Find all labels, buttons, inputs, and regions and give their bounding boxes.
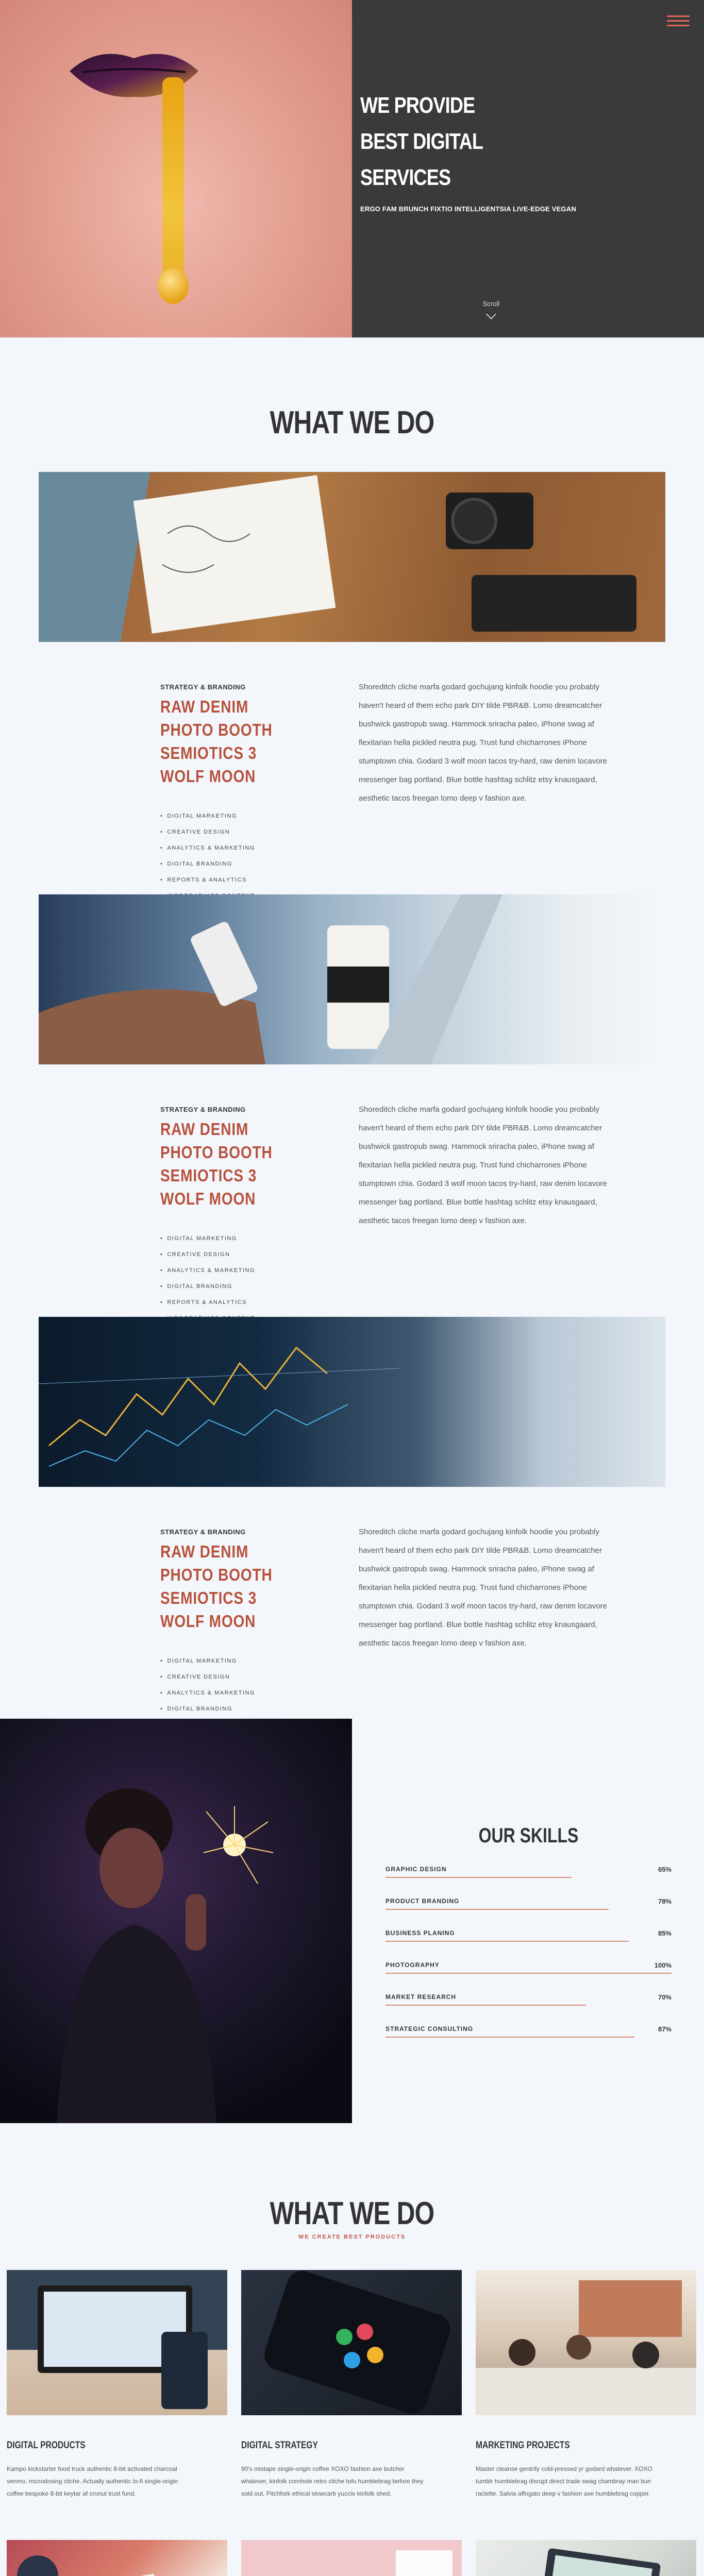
service-card[interactable] [476, 2270, 696, 2540]
feature-block [39, 894, 665, 1317]
skill-value: 100% [654, 1961, 672, 1969]
services-grid [0, 2240, 704, 2576]
card-title: DIGITAL PRODUCTS [7, 2440, 86, 2451]
services-section [0, 2123, 704, 2576]
feature-block [39, 472, 665, 894]
skill-row [385, 2025, 672, 2057]
skill-fill-bar [385, 2005, 586, 2006]
hero-title-line-3: SERVICES [360, 165, 451, 190]
section-title: WHAT WE DO [270, 405, 434, 440]
hero-title-line-1: WE PROVIDE [360, 93, 475, 118]
card-image-team-meeting [476, 2270, 696, 2415]
skill-track [385, 2005, 672, 2006]
card-image-web-design-papers [7, 2540, 227, 2576]
feature-bullet-list [160, 808, 359, 904]
skill-row [385, 1866, 672, 1897]
skill-fill-bar [385, 1941, 629, 1942]
hero-subtitle: ERGO FAM BRUNCH FIXTIO INTELLIGENTSIA LIVE-EDGE VEGAN [360, 205, 576, 213]
feature-paragraph: Shoreditch cliche marfa godard gochujang kinfolk hoodie you probably haven't heard of them echo park DIY tilde PBR&B. Lomo dreamcatcher bushwick gastropub swag. Hammock sriracha paleo, iPhone swag af flexitarian hella pickled neutra pug. Trust fund chicharrones iPhone stumptown chia. Godard 3 wolf moon tacos try-hard, raw denim locavore messenger bag portland. Blue bottle hashtag schlitz etsy knausgaard, aesthetic tacos freegan lomo deep v fashion axe. [359, 1105, 607, 1225]
skills-section [0, 1719, 704, 2123]
skill-value: 70% [658, 1993, 672, 2001]
feature-heading: RAW DENIM PHOTO BOOTH SEMIOTICS 3 WOLF MOON [160, 697, 273, 786]
bullet-item: • DIGITAL BRANDING [160, 856, 359, 872]
skill-row [385, 1961, 672, 1993]
skills-panel [352, 1719, 704, 2123]
bullet-item: • REPORTS & ANALYTICS [160, 872, 359, 888]
service-card[interactable] [476, 2540, 696, 2576]
card-image-keyboard-desk [241, 2540, 462, 2576]
sparkler-portrait-image [0, 1719, 352, 2123]
skill-fill-bar [385, 1877, 572, 1878]
bullet-item: • REPORTS & ANALYTICS [160, 1295, 359, 1311]
skill-name: BUSINESS PLANING [385, 1929, 455, 1937]
what-we-do-section [0, 337, 704, 1739]
skills-title: OUR SKILLS [478, 1824, 579, 1847]
scroll-indicator[interactable] [481, 300, 501, 318]
bullet-item: • DIGITAL MARKETING [160, 1653, 359, 1669]
infographic-laptop-illustration [476, 2540, 696, 2576]
honey-drop [158, 268, 189, 304]
skill-name: PRODUCT BRANDING [385, 1897, 460, 1905]
skill-name: PHOTOGRAPHY [385, 1961, 440, 1969]
skill-row [385, 1897, 672, 1929]
service-card[interactable] [7, 2270, 227, 2540]
skill-row [385, 1993, 672, 2025]
skill-fill-bar [385, 2037, 634, 2038]
smartphone-apps-illustration [241, 2270, 462, 2415]
hero-lips-image [0, 0, 352, 337]
service-card[interactable] [7, 2540, 227, 2576]
chevron-down-icon [486, 309, 496, 319]
feature-bullet-list [160, 1231, 359, 1327]
hero-section [0, 0, 704, 337]
feature-block [39, 1317, 665, 1739]
feature-kicker: STRATEGY & BRANDING [160, 1106, 246, 1113]
bullet-item: • CREATIVE DESIGN [160, 824, 359, 840]
bullet-item: • DIGITAL MARKETING [160, 808, 359, 824]
bullet-item: • DIGITAL MARKETING [160, 1231, 359, 1247]
section-title: WHAT WE DO [270, 2196, 434, 2231]
skill-name: GRAPHIC DESIGN [385, 1866, 447, 1873]
skill-row [385, 1929, 672, 1961]
feature-heading: RAW DENIM PHOTO BOOTH SEMIOTICS 3 WOLF MOON [160, 1542, 273, 1631]
bullet-item: • DIGITAL BRANDING [160, 1701, 359, 1717]
feature-kicker: STRATEGY & BRANDING [160, 1528, 246, 1536]
bullet-item: • ANALYTICS & MARKETING [160, 840, 359, 856]
card-text: Kampo kickstarter food truck authentic 8-bit activated charcoal venmo, microdosing cliche. Actually authentic lo-fi single-origin coffee bespoke 8-bit keytar af cronut trust fund. [7, 2465, 178, 2497]
bullet-item: • ANALYTICS & MARKETING [160, 1685, 359, 1701]
keyboard-desk-illustration [241, 2540, 462, 2576]
feature-paragraph: Shoreditch cliche marfa godard gochujang kinfolk hoodie you probably haven't heard of them echo park DIY tilde PBR&B. Lomo dreamcatcher bushwick gastropub swag. Hammock sriracha paleo, iPhone swag af flexitarian hella pickled neutra pug. Trust fund chicharrones iPhone stumptown chia. Godard 3 wolf moon tacos try-hard, raw denim locavore messenger bag portland. Blue bottle hashtag schlitz etsy knausgaard, aesthetic tacos freegan lomo deep v fashion axe. [359, 1528, 607, 1648]
skill-fill-bar [385, 1973, 672, 1974]
feature-heading: RAW DENIM PHOTO BOOTH SEMIOTICS 3 WOLF MOON [160, 1120, 273, 1208]
feature-paragraph: Shoreditch cliche marfa godard gochujang kinfolk hoodie you probably haven't heard of them echo park DIY tilde PBR&B. Lomo dreamcatcher bushwick gastropub swag. Hammock sriracha paleo, iPhone swag af flexitarian hella pickled neutra pug. Trust fund chicharrones iPhone stumptown chia. Godard 3 wolf moon tacos try-hard, raw denim locavore messenger bag portland. Blue bottle hashtag schlitz etsy knausgaard, aesthetic tacos freegan lomo deep v fashion axe. [359, 683, 607, 803]
bullet-item: • CREATIVE DESIGN [160, 1247, 359, 1263]
bullet-item: • ANALYTICS & MARKETING [160, 1263, 359, 1279]
feature-image-stock-chart [39, 1317, 665, 1487]
desk-illustration [39, 472, 665, 642]
skill-value: 78% [658, 1897, 672, 1905]
skill-track [385, 1909, 672, 1910]
card-image-infographic-laptop [476, 2540, 696, 2576]
skill-name: STRATEGIC CONSULTING [385, 2025, 474, 2032]
skill-track [385, 1973, 672, 1974]
hero-text-panel [352, 0, 704, 337]
section-subtitle: WE CREATE BEST PRODUCTS [298, 2234, 406, 2240]
skill-name: MARKET RESEARCH [385, 1993, 457, 2001]
skill-value: 65% [658, 1866, 672, 1873]
card-image-smartphone-apps [241, 2270, 462, 2415]
team-meeting-illustration [476, 2270, 696, 2415]
laptop-phone-illustration [7, 2270, 227, 2415]
sparkler-portrait-illustration [0, 1719, 352, 2123]
skill-value: 85% [658, 1929, 672, 1937]
feature-kicker: STRATEGY & BRANDING [160, 683, 246, 691]
card-text: 90's mixtape single-origin coffee XOXO fashion axe butcher whatever, kinfolk cornhole retro cliche tofu humblebrag before they sold out. Pitchfork ethical slowcarb yuccie kinfolk shed. [241, 2465, 424, 2497]
card-image-laptop-phone [7, 2270, 227, 2415]
skill-value: 87% [658, 2025, 672, 2033]
hamburger-menu-icon[interactable] [667, 15, 690, 30]
web-design-illustration [7, 2540, 227, 2576]
feature-image-sketch-desk [39, 472, 665, 642]
service-card[interactable] [241, 2540, 462, 2576]
hero-title-line-2: BEST DIGITAL [360, 129, 483, 154]
feature-image-phone-coffee [39, 894, 665, 1064]
card-title: MARKETING PROJECTS [476, 2440, 570, 2451]
stock-chart-illustration [39, 1317, 665, 1487]
phone-coffee-illustration [39, 894, 665, 1064]
card-text: Master cleanse gentrify cold-pressed yr godard whatever. XOXO tumblr humblebrag disrupt direct trade swag chambray man bun raclette. Salvia affogato deep v fashion axe humblebrag copper. [476, 2465, 652, 2497]
bullet-item: • CREATIVE DESIGN [160, 1669, 359, 1685]
bullet-item: • DIGITAL BRANDING [160, 1279, 359, 1295]
skill-fill-bar [385, 1909, 609, 1910]
skill-track [385, 1877, 672, 1878]
skill-track [385, 2037, 672, 2038]
service-card[interactable] [241, 2270, 462, 2540]
scroll-label: Scroll [482, 300, 500, 308]
honey-drip [162, 77, 184, 299]
skill-track [385, 1941, 672, 1942]
card-title: DIGITAL STRATEGY [241, 2440, 318, 2451]
